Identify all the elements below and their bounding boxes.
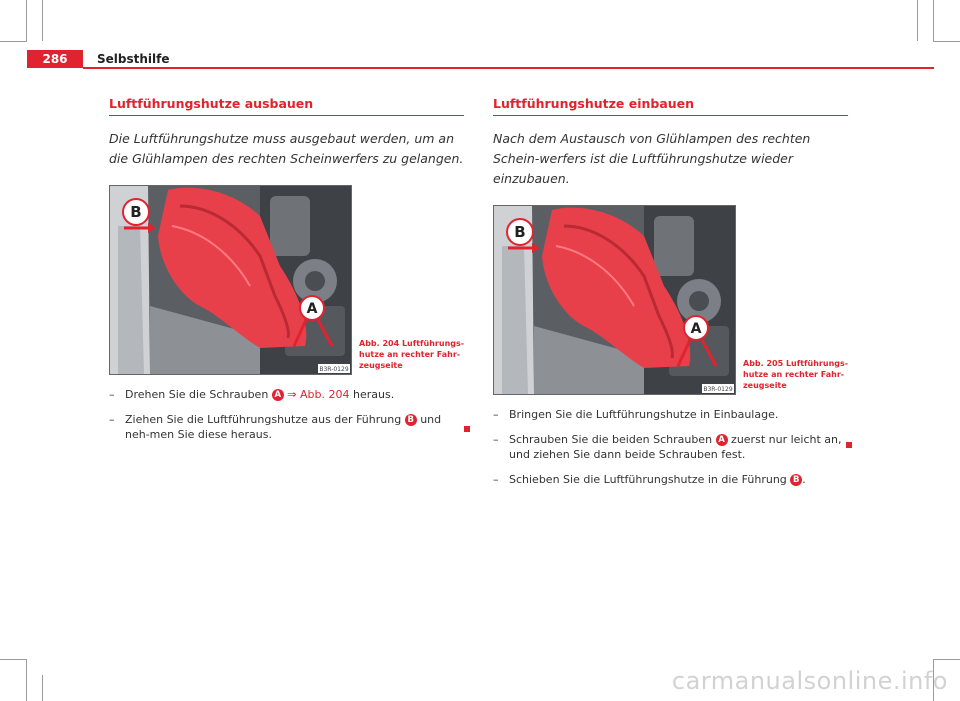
section-end-marker [464,426,470,432]
crop-mark [42,675,43,701]
watermark: carmanualsonline.info [671,667,948,695]
header-rule [83,67,934,69]
figure-code: B3R-0129 [319,366,349,373]
list-item [493,472,849,488]
figure-label-b: B [130,203,142,221]
step-text: Ziehen Sie die Luftführungshutze aus der Führung [125,412,402,426]
crop-mark [26,660,27,701]
step-text: zuerst nur leicht an, und ziehen Sie dann beide Schrauben fest. [509,432,842,461]
step-list [109,387,481,443]
engine-bay-illustration [110,186,351,374]
step-text: . [802,472,806,486]
step-text: Bringen Sie die Luftführungshutze in Einbaulage. [509,408,779,421]
crop-mark [0,41,27,42]
bullet-dash: – [493,408,499,421]
crop-mark [933,659,960,660]
step-text: heraus. [353,388,395,401]
bullet-dash: – [109,388,115,401]
engine-bay-illustration [494,206,735,394]
figure-code: B3R-0129 [703,386,733,393]
crop-mark [917,0,918,41]
figure-reference-link[interactable]: ⇒ Abb. 204 [287,388,350,401]
list-item [493,407,849,423]
callout-badge-a: A [272,389,284,401]
crop-mark [0,659,27,660]
figure-image [109,185,352,375]
crop-mark [26,0,27,41]
step-text: Schieben Sie die Luftführungshutze in die Führung [509,472,787,486]
callout-badge-a: A [716,434,728,446]
figure-caption: Abb. 205 Luftführungs-hutze an rechter Fahr-zeugseite [743,359,849,390]
figure-label-b: B [514,223,526,241]
bullet-dash: – [493,472,499,486]
step-text: und neh-men Sie diese heraus. [125,412,442,441]
bullet-dash: – [109,412,115,426]
section-heading: Luftführungshutze einbauen [493,96,848,116]
figure-caption: Abb. 204 Luftführungs-hutze an rechter Fahr-zeugseite [359,339,465,370]
list-item [493,432,849,463]
callout-badge-b: B [790,474,802,486]
section-title: Selbsthilfe [97,52,170,66]
figure-block [109,185,481,375]
section-intro: Die Luftführungshutze muss ausgebaut werden, um an die Glühlampen des rechten Scheinwerfers zu gelangen. [109,131,464,166]
figure-label-a: A [306,301,318,317]
figure-label-a: A [690,321,702,337]
section-remove [109,96,481,452]
step-list [493,407,848,487]
crop-mark [933,41,960,42]
crop-mark [42,0,43,41]
bullet-dash: – [493,432,499,446]
list-item [109,412,465,443]
section-install [493,96,848,496]
step-text: Schrauben Sie die beiden Schrauben [509,432,713,446]
section-intro: Nach dem Austausch von Glühlampen des rechten Schein-werfers ist die Luftführungshutze wieder einzubauen. [493,131,811,186]
crop-mark [933,0,934,41]
page-number: 286 [42,52,68,66]
figure-block [493,205,848,395]
figure-image [493,205,736,395]
callout-badge-b: B [405,414,417,426]
section-end-marker [846,442,852,448]
step-text: Drehen Sie die Schrauben [125,388,269,401]
section-heading: Luftführungshutze ausbauen [109,96,464,116]
list-item [109,387,465,403]
